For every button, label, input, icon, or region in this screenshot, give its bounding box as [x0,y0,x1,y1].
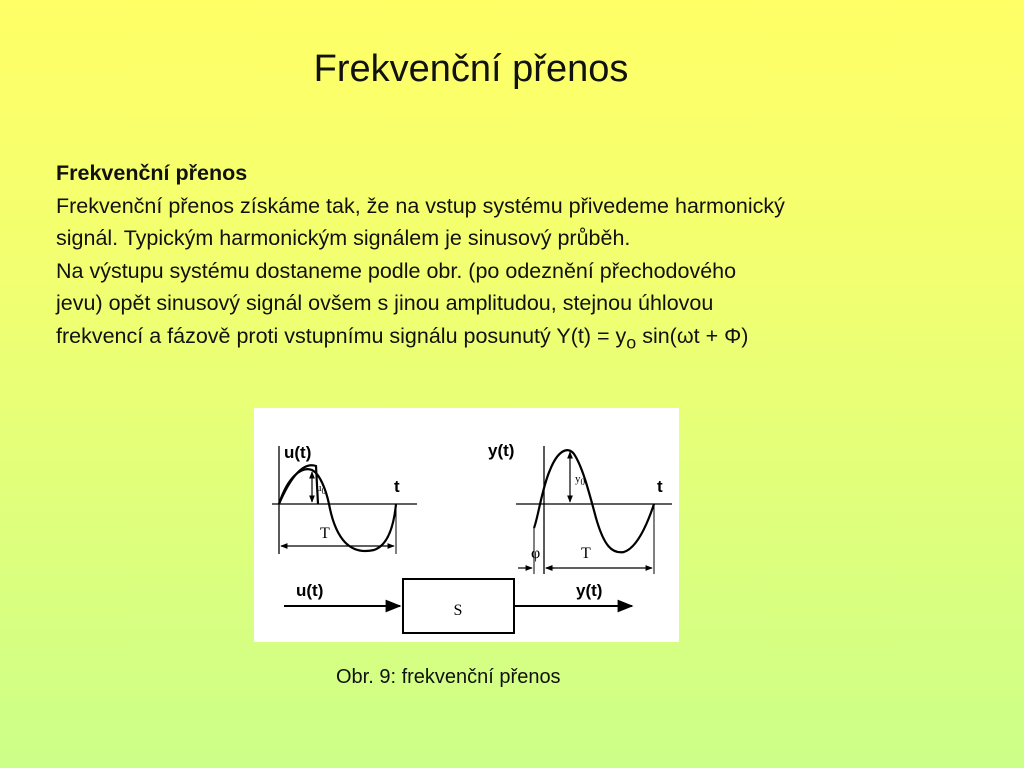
content-text [56,157,956,358]
input-amplitude-label: $u_0$ [316,482,326,496]
content-line: jevu) opět sinusový signál ovšem s jinou amplitudou, stejnou úhlovou [56,291,714,315]
block-output-label: y(t) [576,581,603,600]
system-block-diagram [284,579,632,633]
figure-caption: Obr. 9: frekvenční přenos [336,666,561,688]
content-heading: Frekvenční přenos [56,161,248,185]
formula-text: frekvencí a fázově proti vstupnímu signálu posunutý Y(t) = y [56,323,627,348]
input-sine-wave [279,465,396,551]
slide-title: Frekvenční přenos [313,48,629,90]
output-period-label: T [581,545,591,562]
content-line-formula [56,320,956,359]
input-period-label: T [320,525,330,542]
input-plot-label: u(t) [284,443,312,462]
formula-subscript: o [626,331,637,352]
system-block-label: S [453,602,463,619]
output-plot-label: y(t) [488,441,515,460]
output-time-label: t [657,477,663,496]
output-signal-plot [488,441,672,574]
content-line: Na výstupu systému dostaneme podle obr. (po odeznění přechodového [56,258,737,283]
content-line: signál. Typickým harmonickým signálem je sinusový průběh. [56,226,631,250]
content-line: Frekvenční přenos získáme tak, že na vstup systému přivedeme harmonický [56,193,785,218]
output-amplitude-label: $y_0$ [575,473,585,487]
frequency-response-figure [254,408,679,642]
input-signal-plot [272,443,417,554]
input-time-label: t [394,477,400,496]
output-sine-wave [534,450,654,552]
formula-text-end: sin(ωt + Φ) [636,323,749,348]
block-input-label: u(t) [296,581,324,600]
figure-svg [254,408,679,642]
output-phase-label: φ [531,545,541,562]
